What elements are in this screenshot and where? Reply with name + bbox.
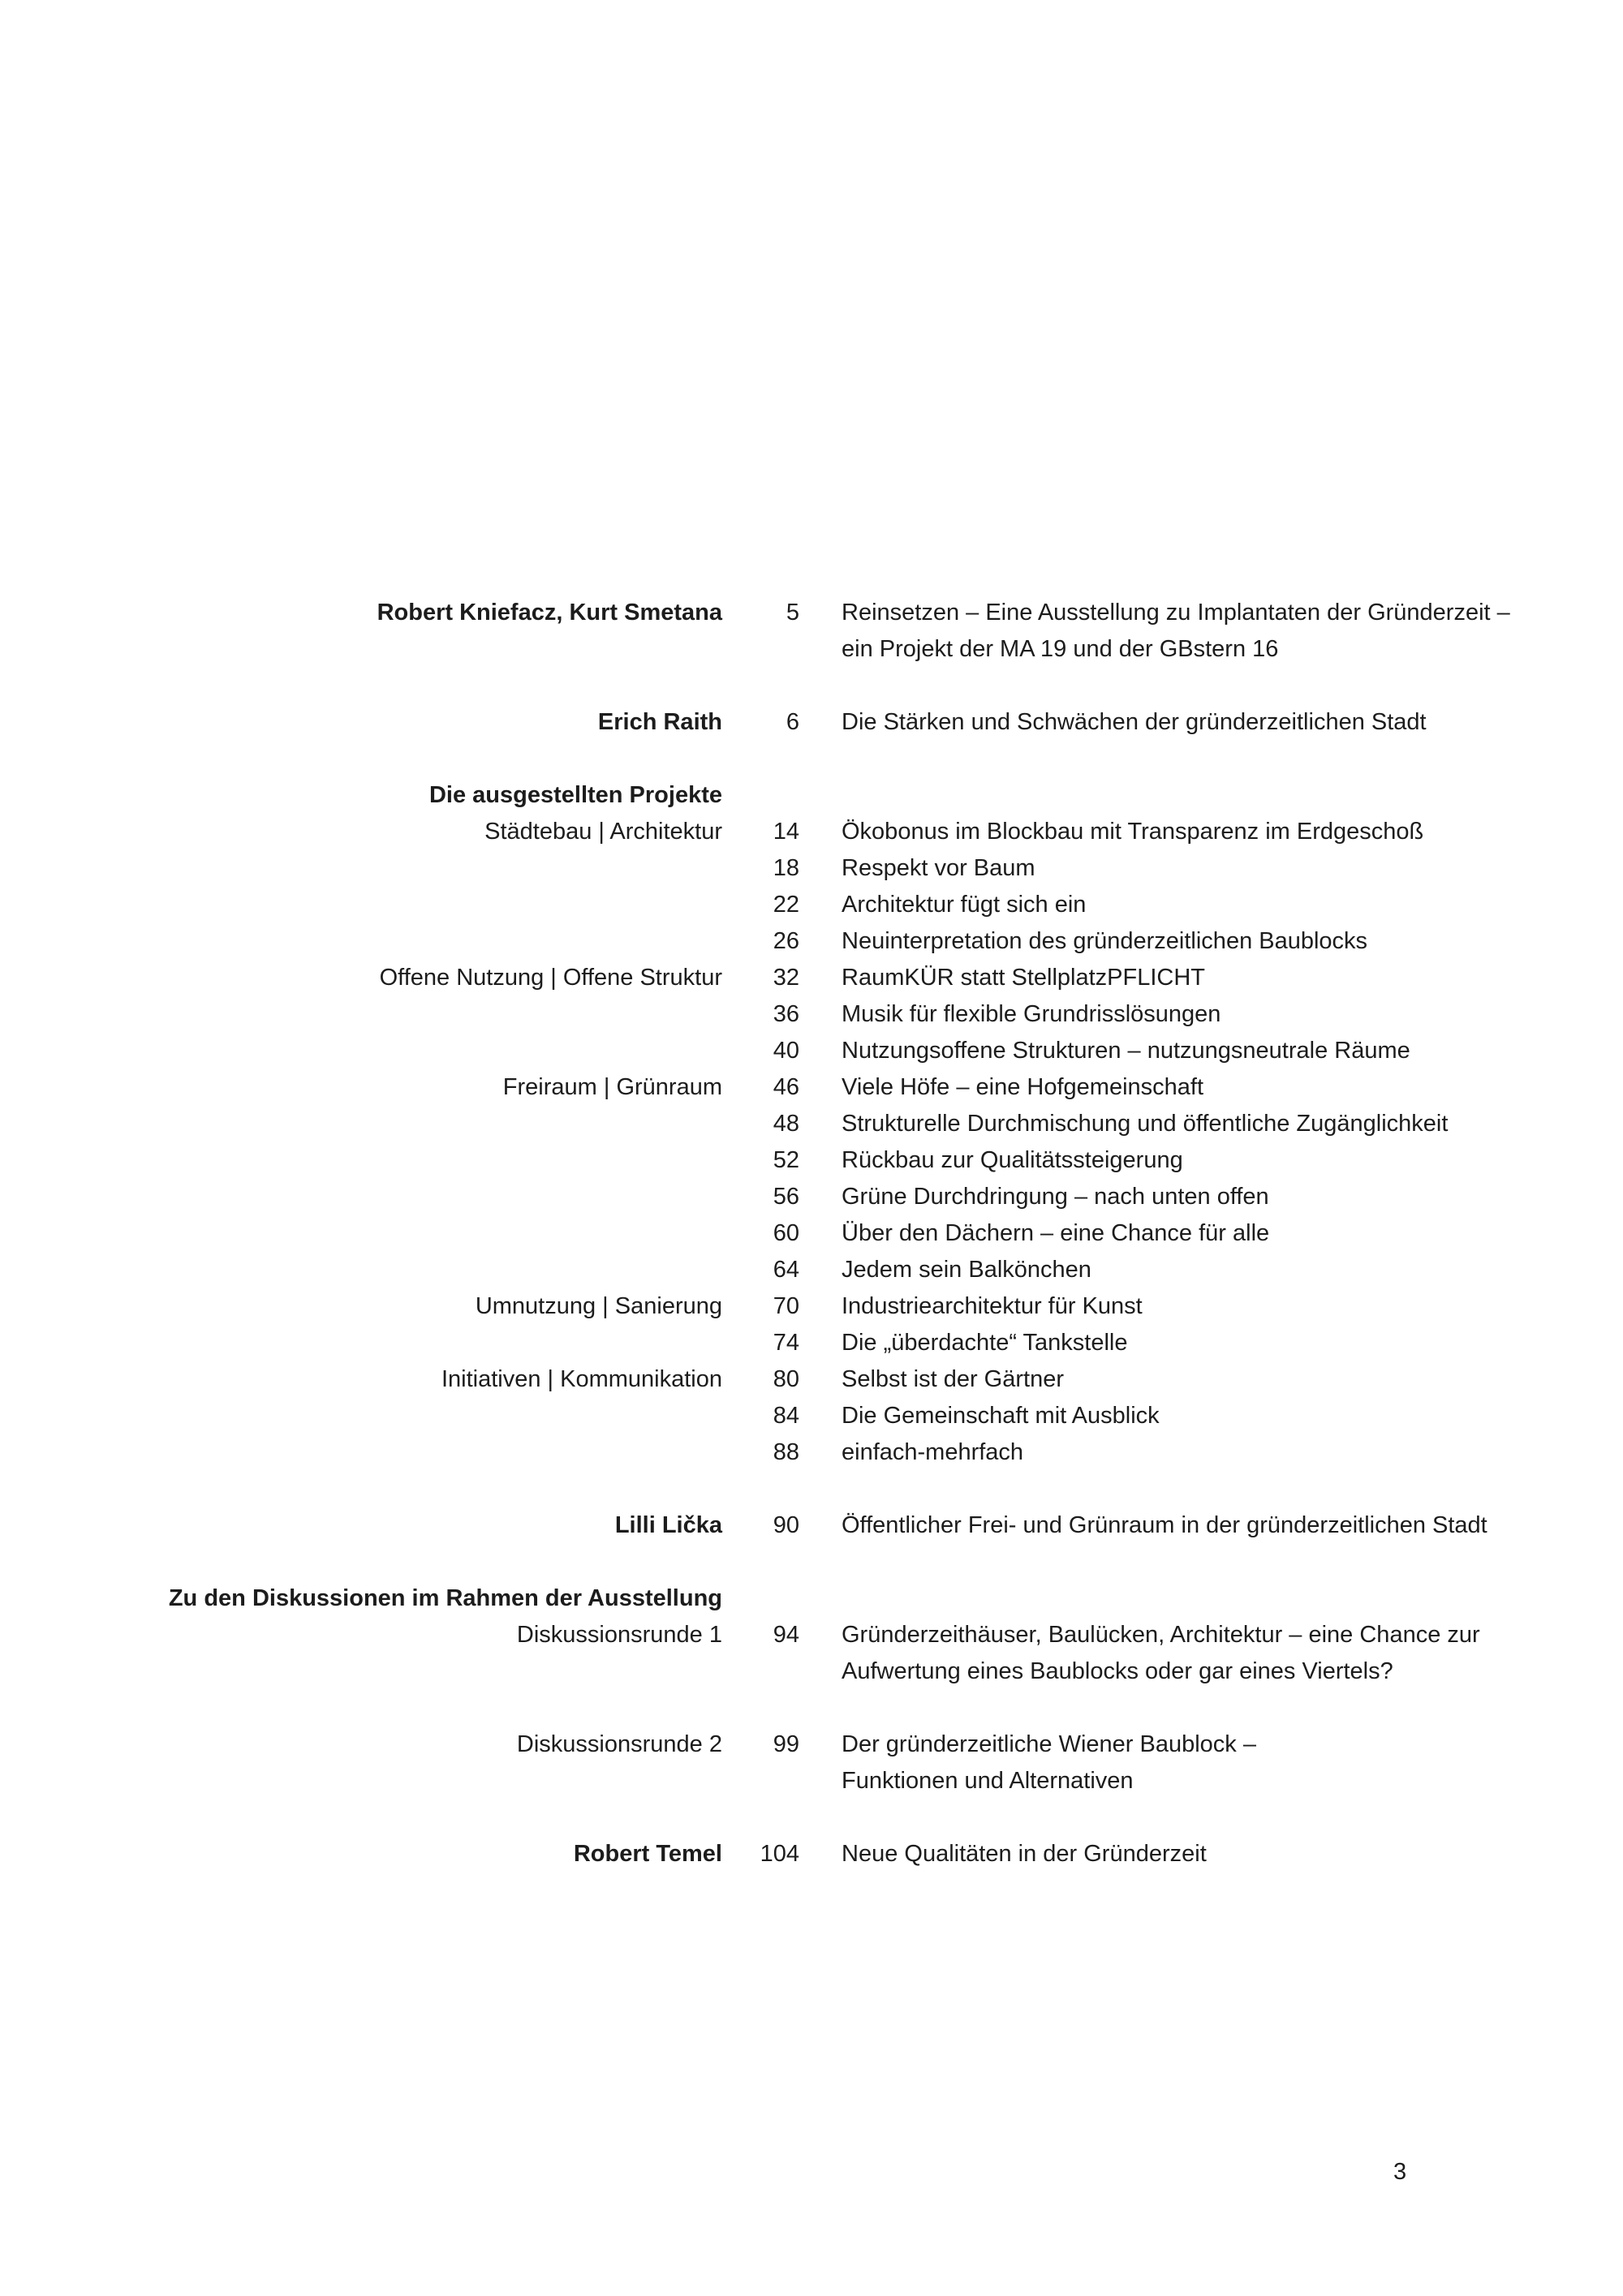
toc-spacer	[0, 1799, 1623, 1836]
toc-page-number: 90	[773, 1512, 799, 1538]
toc-author-or-heading: Die ausgestellten Projekte	[428, 782, 722, 808]
toc-spacer	[0, 1690, 1623, 1726]
toc-entry	[0, 1288, 1623, 1325]
toc-entry	[0, 1106, 1623, 1142]
toc-page-number: 48	[773, 1111, 799, 1137]
toc-title: Die „überdachte“ Tankstelle	[842, 1330, 1128, 1356]
toc-entry	[0, 887, 1623, 923]
toc-category: Offene Nutzung | Offene Struktur	[379, 965, 722, 991]
toc-entry	[0, 631, 1623, 668]
toc-title: Aufwertung eines Baublocks oder gar eines Viertels?	[842, 1658, 1393, 1684]
toc-page-number: 64	[773, 1257, 799, 1283]
toc-page-number: 32	[773, 965, 799, 991]
toc-page-number: 5	[786, 600, 799, 626]
toc-page-number: 74	[773, 1330, 799, 1356]
toc-title: Öffentlicher Frei- und Grünraum in der gründerzeitlichen Stadt	[842, 1512, 1487, 1538]
toc-page-number: 40	[773, 1038, 799, 1064]
toc-title: Rückbau zur Qualitätssteigerung	[842, 1147, 1183, 1173]
toc-entry	[0, 1580, 1623, 1617]
toc-spacer	[0, 741, 1623, 777]
toc-entry	[0, 1069, 1623, 1106]
toc-page-number: 80	[773, 1366, 799, 1392]
toc-entry	[0, 1507, 1623, 1544]
toc-entry	[0, 1836, 1623, 1872]
toc-category: Städtebau | Architektur	[484, 819, 722, 845]
toc-title: Neuinterpretation des gründerzeitlichen Baublocks	[842, 928, 1368, 954]
toc-title: Neue Qualitäten in der Gründerzeit	[842, 1841, 1207, 1867]
toc-entry	[0, 704, 1623, 741]
toc-page-number: 88	[773, 1439, 799, 1465]
toc-entry	[0, 814, 1623, 850]
toc-author-or-heading: Lilli Lička	[614, 1512, 722, 1538]
toc-title: Der gründerzeitliche Wiener Baublock –	[842, 1731, 1256, 1757]
toc-entry	[0, 850, 1623, 887]
toc-title: Strukturelle Durchmischung und öffentliche Zugänglichkeit	[842, 1111, 1449, 1137]
toc-title: Funktionen und Alternativen	[842, 1768, 1134, 1794]
toc-entry	[0, 595, 1623, 631]
toc-title: Selbst ist der Gärtner	[842, 1366, 1064, 1392]
toc-page-number: 6	[786, 709, 799, 735]
toc-entry	[0, 1398, 1623, 1434]
toc-entry	[0, 1252, 1623, 1288]
toc-entry	[0, 1361, 1623, 1398]
toc-title: Jedem sein Balkönchen	[842, 1257, 1091, 1283]
toc-title: einfach-mehrfach	[842, 1439, 1024, 1465]
toc-entry	[0, 1763, 1623, 1799]
toc-entry	[0, 1325, 1623, 1361]
toc-category: Diskussionsrunde 1	[516, 1622, 722, 1648]
toc-entry	[0, 1434, 1623, 1471]
toc-title: Reinsetzen – Eine Ausstellung zu Implantaten der Gründerzeit –	[842, 600, 1510, 626]
toc-category: Initiativen | Kommunikation	[441, 1366, 722, 1392]
toc-page-number: 84	[773, 1403, 799, 1429]
toc-page-number: 26	[773, 928, 799, 954]
toc-title: Musik für flexible Grundrisslösungen	[842, 1001, 1221, 1027]
toc-page-number: 70	[773, 1293, 799, 1319]
toc-page-number: 14	[773, 819, 799, 845]
toc-title: Die Gemeinschaft mit Ausblick	[842, 1403, 1160, 1429]
toc-category: Umnutzung | Sanierung	[475, 1293, 722, 1319]
toc-spacer	[0, 1471, 1623, 1507]
toc-title: Über den Dächern – eine Chance für alle	[842, 1220, 1270, 1246]
toc-entry	[0, 777, 1623, 814]
table-of-contents	[0, 595, 1623, 1872]
toc-page-number: 52	[773, 1147, 799, 1173]
toc-spacer	[0, 1544, 1623, 1580]
toc-title: Architektur fügt sich ein	[842, 892, 1087, 918]
toc-entry	[0, 960, 1623, 996]
toc-entry	[0, 1215, 1623, 1252]
toc-entry	[0, 1033, 1623, 1069]
toc-page-number: 99	[773, 1731, 799, 1757]
toc-title: Viele Höfe – eine Hofgemeinschaft	[842, 1074, 1204, 1100]
toc-author-or-heading: Zu den Diskussionen im Rahmen der Ausstellung	[168, 1585, 722, 1611]
toc-entry	[0, 1142, 1623, 1179]
toc-spacer	[0, 668, 1623, 704]
toc-author-or-heading: Robert Temel	[573, 1841, 722, 1867]
toc-page-number: 46	[773, 1074, 799, 1100]
toc-author-or-heading: Robert Kniefacz, Kurt Smetana	[377, 600, 722, 626]
toc-entry	[0, 1653, 1623, 1690]
toc-title: Die Stärken und Schwächen der gründerzeitlichen Stadt	[842, 709, 1427, 735]
toc-title: ein Projekt der MA 19 und der GBstern 16	[842, 636, 1279, 662]
toc-entry	[0, 1179, 1623, 1215]
toc-title: Ökobonus im Blockbau mit Transparenz im Erdgeschoß	[842, 819, 1424, 845]
toc-title: Nutzungsoffene Strukturen – nutzungsneutrale Räume	[842, 1038, 1410, 1064]
toc-page-number: 18	[773, 855, 799, 881]
page-number: 3	[1393, 2159, 1407, 2185]
toc-title: Industriearchitektur für Kunst	[842, 1293, 1143, 1319]
toc-title: RaumKÜR statt StellplatzPFLICHT	[842, 965, 1206, 991]
toc-entry	[0, 1617, 1623, 1653]
toc-category: Freiraum | Grünraum	[502, 1074, 722, 1100]
toc-page-number: 56	[773, 1184, 799, 1210]
toc-page-number: 60	[773, 1220, 799, 1246]
toc-page-number: 104	[760, 1841, 799, 1867]
toc-title: Gründerzeithäuser, Baulücken, Architektur – eine Chance zur	[842, 1622, 1480, 1648]
toc-entry	[0, 996, 1623, 1033]
toc-entry	[0, 1726, 1623, 1763]
toc-page-number: 22	[773, 892, 799, 918]
toc-title: Respekt vor Baum	[842, 855, 1035, 881]
toc-page-number: 36	[773, 1001, 799, 1027]
toc-page-number: 94	[773, 1622, 799, 1648]
toc-author-or-heading: Erich Raith	[597, 709, 722, 735]
toc-entry	[0, 923, 1623, 960]
toc-title: Grüne Durchdringung – nach unten offen	[842, 1184, 1269, 1210]
toc-category: Diskussionsrunde 2	[516, 1731, 722, 1757]
